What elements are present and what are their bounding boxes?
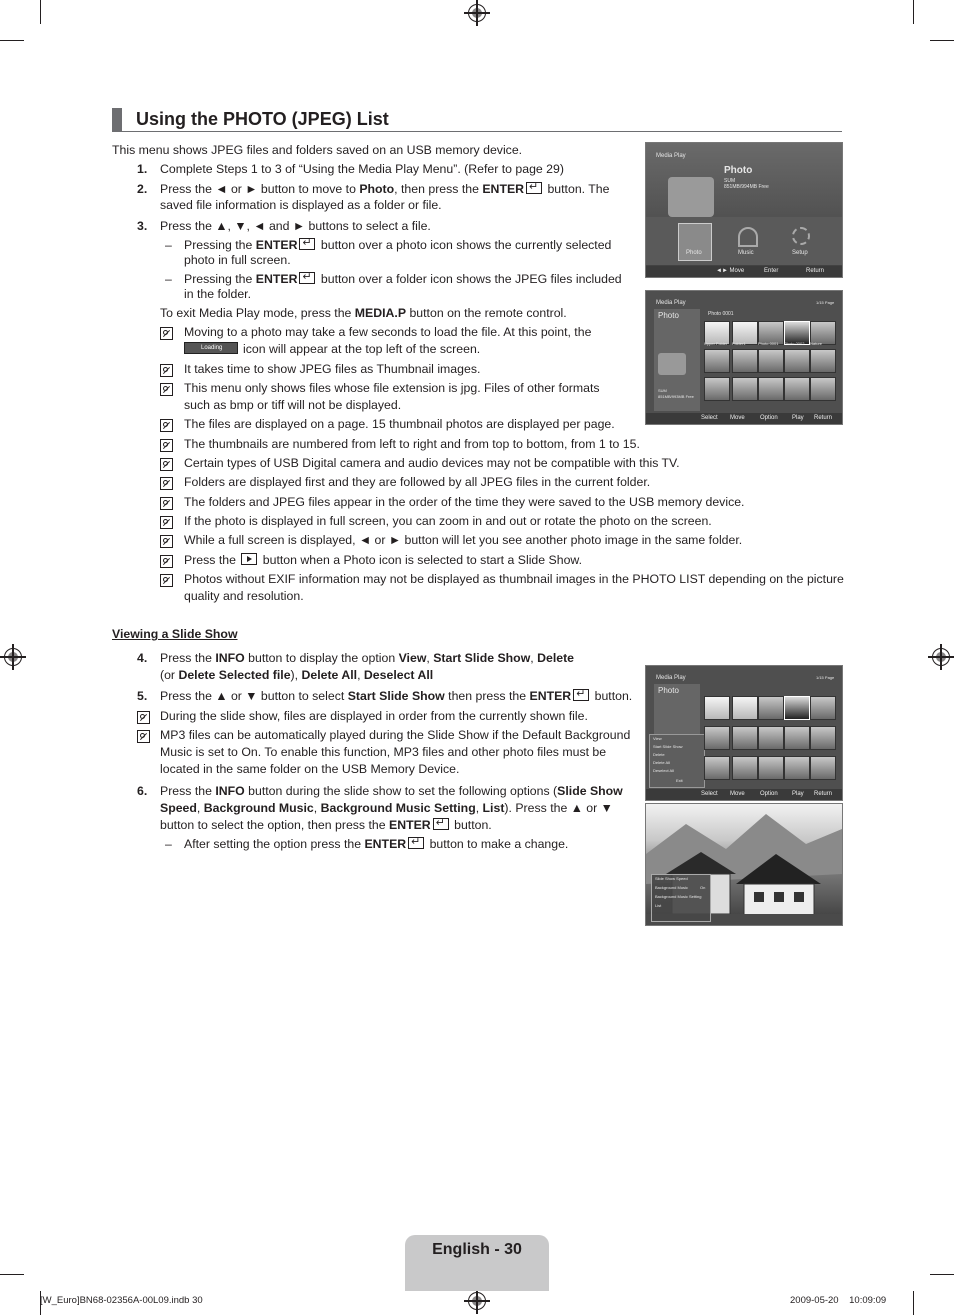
- note-text: Moving to a photo may take a few seconds to load the file. At this point, the: [184, 325, 592, 339]
- sub-step-text: photo in full screen.: [184, 253, 291, 267]
- crop-mark: [913, 0, 914, 24]
- note-icon: [160, 516, 173, 529]
- note-icon: [160, 458, 173, 471]
- note-text: This menu only shows files whose file extension is jpg. Files of other formats: [184, 381, 600, 395]
- enter-icon: [299, 272, 315, 284]
- note-text: During the slide show, files are displayed in order from the currently shown file.: [160, 709, 588, 723]
- note-text: located in the same folder on the USB Memory Device.: [160, 762, 460, 776]
- note-icon: [160, 555, 173, 568]
- crop-mark: [913, 1291, 914, 1315]
- step-number: 2.: [137, 182, 148, 196]
- step-number: 4.: [137, 651, 148, 665]
- page-title: Using the PHOTO (JPEG) List: [136, 109, 389, 129]
- screenshot-title: Photo: [724, 165, 753, 176]
- note-text: Loading icon will appear at the top left of the screen.: [184, 341, 480, 358]
- sub-step-text: After setting the option press the ENTER↵ button to make a change.: [184, 836, 568, 853]
- step-text: saved file information is displayed as a folder or file.: [160, 198, 442, 212]
- dash-bullet: –: [165, 837, 172, 851]
- step-text: (or Delete Selected file), Delete All, Deselect All: [160, 668, 434, 682]
- step-text: Press the ▲ or ▼ button to select Start Slide Show then press the ENTER↵ button.: [160, 688, 632, 705]
- camera-icon: [658, 353, 686, 375]
- slide-show-screenshot: [645, 803, 843, 926]
- registration-mark-icon: [468, 4, 486, 22]
- step-text: Press the INFO button during the slide show to set the following options (Slide Show: [160, 784, 623, 798]
- enter-icon: [408, 837, 424, 849]
- media-play-menu-screenshot: Media Play Photo SUM 851MB/994MB Free Photo Music Setup ◄► Move Enter Return: [645, 142, 843, 278]
- gear-icon: [792, 227, 810, 245]
- registration-mark-icon: [468, 1292, 486, 1310]
- registration-mark-icon: [932, 648, 950, 666]
- page-number: English - 30: [432, 1241, 522, 1258]
- crop-mark: [930, 40, 954, 41]
- crop-mark: [0, 1274, 24, 1275]
- note-icon: [137, 711, 150, 724]
- note-text: Photos without EXIF information may not be displayed as thumbnail images in the PHOTO LIST depending on the picture: [184, 572, 844, 586]
- crop-mark: [0, 40, 24, 41]
- play-icon: [241, 553, 257, 565]
- step-number: 6.: [137, 784, 148, 798]
- step-text: Complete Steps 1 to 3 of “Using the Media Play Menu”. (Refer to page 29): [160, 162, 564, 176]
- title-rule: [112, 131, 842, 132]
- enter-icon: [573, 689, 589, 701]
- note-text: The folders and JPEG files appear in the order of the time they were saved to the USB memory device.: [184, 495, 745, 509]
- print-timestamp: 2009-05-20 10:09:09: [790, 1295, 887, 1306]
- exit-text: To exit Media Play mode, press the MEDIA.P button on the remote control.: [160, 306, 567, 320]
- note-icon: [160, 383, 173, 396]
- note-icon: [160, 477, 173, 490]
- note-icon: [160, 497, 173, 510]
- photo-list-screenshot: Media Play 1/15 Page Photo SUM 851MB/993MB Free Photo 0001 Upper Folder Folder1 Photo 0001 Photo 0002 Nature Select Move Option Play Return: [645, 290, 843, 425]
- step-number: 1.: [137, 162, 148, 176]
- intro-text: This menu shows JPEG files and folders saved on an USB memory device.: [112, 143, 523, 157]
- note-icon: [137, 730, 150, 743]
- sub-step-text: Pressing the ENTER↵ button over a folder icon shows the JPEG files included: [184, 271, 622, 288]
- enter-icon: [433, 818, 449, 830]
- note-text: The thumbnails are numbered from left to right and from top to bottom, from 1 to 15.: [184, 437, 640, 451]
- note-icon: [160, 364, 173, 377]
- crop-mark: [930, 1274, 954, 1275]
- dash-bullet: –: [165, 272, 172, 286]
- step-number: 3.: [137, 219, 148, 233]
- step-text: Speed, Background Music, Background Music Setting, List). Press the ▲ or ▼: [160, 801, 613, 815]
- camera-icon: [668, 177, 714, 217]
- sub-step-text: Pressing the ENTER↵ button over a photo icon shows the currently selected: [184, 237, 611, 254]
- crop-mark: [40, 0, 41, 24]
- note-text: Press the button when a Photo icon is selected to start a Slide Show.: [184, 553, 583, 567]
- loading-icon: Loading: [184, 342, 238, 354]
- note-text: such as bmp or tiff will not be displayed.: [184, 398, 402, 412]
- step-number: 5.: [137, 689, 148, 703]
- step-text: Press the ▲, ▼, ◄ and ► buttons to select a file.: [160, 219, 431, 233]
- step-text: Press the ◄ or ► button to move to Photo, then press the ENTER↵ button. The: [160, 181, 609, 198]
- note-icon: [160, 574, 173, 587]
- note-text: It takes time to show JPEG files as Thumbnail images.: [184, 362, 481, 376]
- note-icon: [160, 327, 173, 340]
- sub-step-text: in the folder.: [184, 287, 251, 301]
- note-text: Music is set to On. To enable this function, MP3 files and other photo files must be: [160, 745, 607, 759]
- note-text: MP3 files can be automatically played during the Slide Show if the Default Background: [160, 728, 631, 742]
- note-text: The files are displayed on a page. 15 thumbnail photos are displayed per page.: [184, 417, 615, 431]
- note-text: Certain types of USB Digital camera and audio devices may not be compatible with this TV.: [184, 456, 680, 470]
- enter-icon: [299, 238, 315, 250]
- screenshot-header: Media Play: [656, 153, 686, 159]
- slide-show-option-menu: Slide Show Speed Background Music On Background Music Setting List: [651, 874, 711, 922]
- note-icon: [160, 419, 173, 432]
- note-text: Folders are displayed first and they are followed by all JPEG files in the current folder.: [184, 475, 651, 489]
- title-accent-bar: [112, 108, 122, 131]
- registration-mark-icon: [4, 648, 22, 666]
- section-subheading: Viewing a Slide Show: [112, 627, 238, 641]
- dash-bullet: –: [165, 238, 172, 252]
- note-icon: [160, 439, 173, 452]
- print-file-info: [W_Euro]BN68-02356A-00L09.indb 30: [40, 1295, 203, 1306]
- enter-icon: [526, 182, 542, 194]
- note-text: If the photo is displayed in full screen, you can zoom in and out or rotate the photo on the screen.: [184, 514, 712, 528]
- headphones-icon: [738, 227, 758, 247]
- info-menu-screenshot: Media Play 1/15 Page Photo View Start Slide Show Delete Delete All Deselect All Exit Select Move Option Play Return: [645, 665, 843, 801]
- note-icon: [160, 535, 173, 548]
- step-text: Press the INFO button to display the option View, Start Slide Show, Delete: [160, 651, 575, 665]
- step-text: button to select the option, then press the ENTER↵ button.: [160, 817, 492, 834]
- info-option-menu: View Start Slide Show Delete Delete All Deselect All Exit: [649, 734, 705, 788]
- note-text: While a full screen is displayed, ◄ or ► button will let you see another photo image in the same folder.: [184, 533, 743, 547]
- note-text: quality and resolution.: [184, 589, 304, 603]
